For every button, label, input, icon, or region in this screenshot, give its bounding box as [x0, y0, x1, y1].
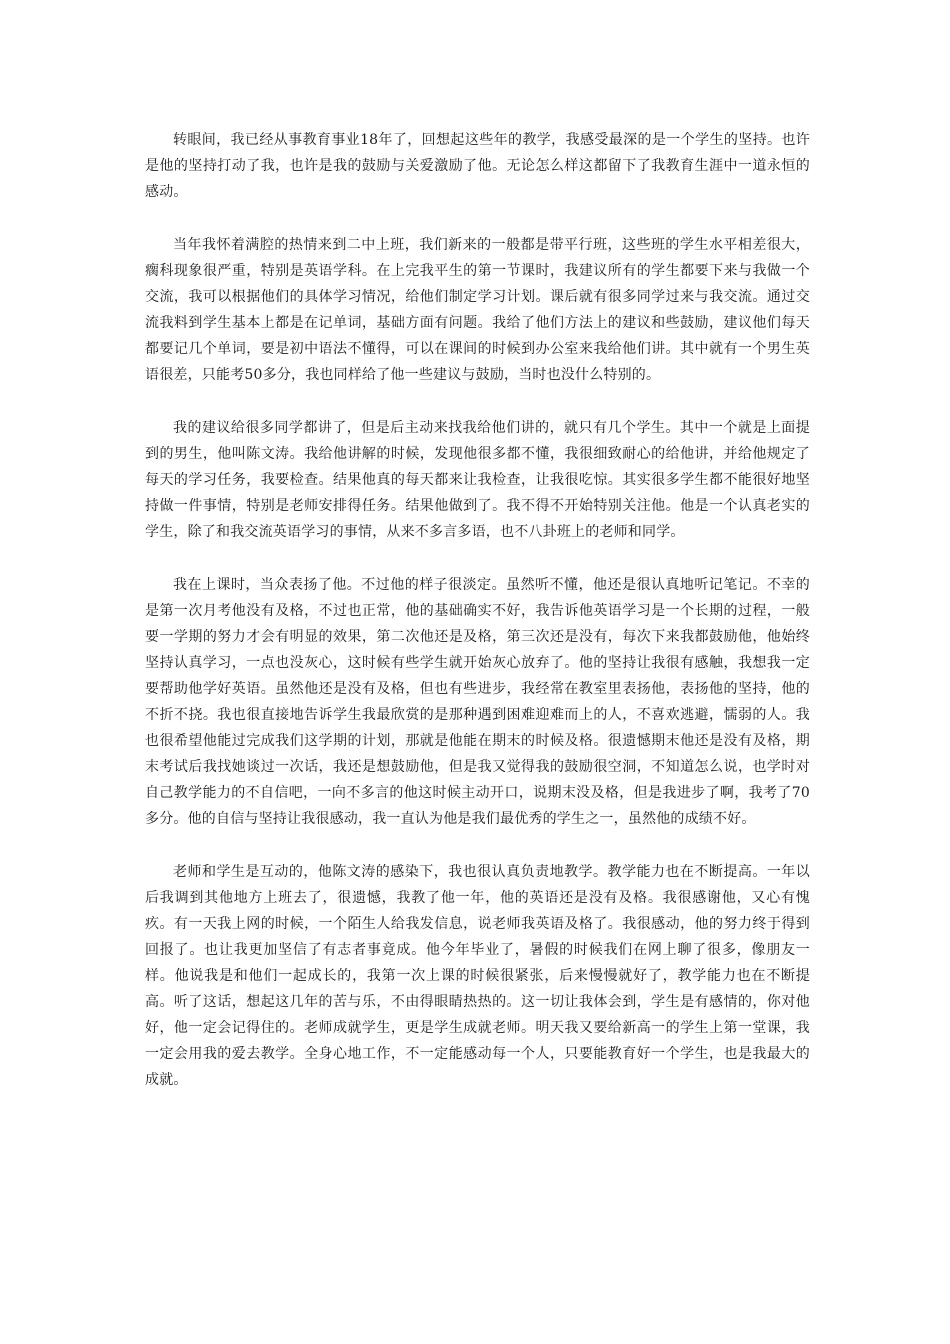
article-body — [145, 127, 810, 1120]
paragraph-1: 转眼间，我已经从事教育事业18年了，回想起这些年的教学，我感受最深的是一个学生的坚持。也许是他的坚持打动了我，也许是我的鼓励与关爱激励了他。无论怎么样这都留下了我教育生涯中一道永恒的感动。 — [145, 132, 810, 200]
paragraph-3: 我的建议给很多同学都讲了，但是后主动来找我给他们讲的，就只有几个学生。其中一个就是上面提到的男生，他叫陈文涛。我给他讲解的时候，发现他很多都不懂，我很细致耐心的给他讲，并给他规定了每天的学习任务，我要检查。结果他真的每天都来让我检查，让我很吃惊。其实很多学生都不能很好地坚持做一件事情，特别是老师安排得任务。结果他做到了。我不得不开始特别关注他。他是一个认真老实的学生，除了和我交流英语学习的事情，从来不多言多语，也不八卦班上的老师和同学。 — [145, 420, 810, 540]
paragraph-4: 我在上课时，当众表扬了他。不过他的样子很淡定。虽然听不懂，他还是很认真地听记笔记。不幸的是第一次月考他没有及格，不过也正常，他的基础确实不好，我告诉他英语学习是一个长期的过程，一般要一学期的努力才会有明显的效果，第二次他还是及格，第三次还是没有，每次下来我都鼓励他，他始终坚持认真学习，一点也没灰心，这时候有些学生就开始灰心放弃了。他的坚持让我很有感触，我想我一定要帮助他学好英语。虽然他还是没有及格，但也有些进步，我经常在教室里表扬他，表扬他的坚持，他的不折不挠。我也很直接地告诉学生我最欣赏的是那种遇到困难迎难而上的人，不喜欢逃避，懦弱的人。我也很希望他能过完成我们这学期的计划，那就是他能在期末的时候及格。很遗憾期末他还是没有及格，期末考试后我找她谈过一次话，我还是想鼓励他，但是我又觉得我的鼓励很空洞，不知道怎么说，也学时对自己教学能力的不自信吧，一向不多言的他这时候主动开口，说期末没及格，但是我进步了啊，我考了70多分。他的自信与坚持让我很感动，我一直认为他是我们最优秀的学生之一，虽然他的成绩不好。 — [145, 577, 810, 827]
paragraph-5: 老师和学生是互动的，他陈文涛的感染下，我也很认真负责地教学。教学能力也在不断提高。一年以后我调到其他地方上班去了，很遗憾，我教了他一年，他的英语还是没有及格。我很感谢他，又心有愧疚。有一天我上网的时候，一个陌生人给我发信息，说老师我英语及格了。我很感动，他的努力终于得到回报了。也让我更加坚信了有志者事竟成。他今年毕业了，暑假的时候我们在网上聊了很多，像朋友一样。他说我是和他们一起成长的，我第一次上课的时候很紧张，后来慢慢就好了，教学能力也在不断提高。听了这话，想起这几年的苦与乐，不由得眼睛热热的。这一切让我体会到，学生是有感情的，你对他好，他一定会记得住的。老师成就学生，更是学生成就老师。明天我又要给新高一的学生上第一堂课，我一定会用我的爱去教学。全身心地工作，不一定能感动每一个人，只要能教育好一个学生，也是我最大的成就。 — [145, 864, 810, 1088]
paragraph-2: 当年我怀着满腔的热情来到二中上班，我们新来的一般都是带平行班，这些班的学生水平相差很大，瘸科现象很严重，特别是英语学科。在上完我平生的第一节课时，我建议所有的学生都要下来与我做一个交流，我可以根据他们的具体学习情况，给他们制定学习计划。课后就有很多同学过来与我交流。通过交流我料到学生基本上都是在记单词，基础方面有问题。我给了他们方法上的建议和些鼓励，建议他们每天都要记几个单词，要是初中语法不懂得，可以在课间的时候到办公室来我给他们讲。其中就有一个男生英语很差，只能考50多分，我也同样给了他一些建议与鼓励，当时也没什么特别的。 — [145, 237, 810, 383]
